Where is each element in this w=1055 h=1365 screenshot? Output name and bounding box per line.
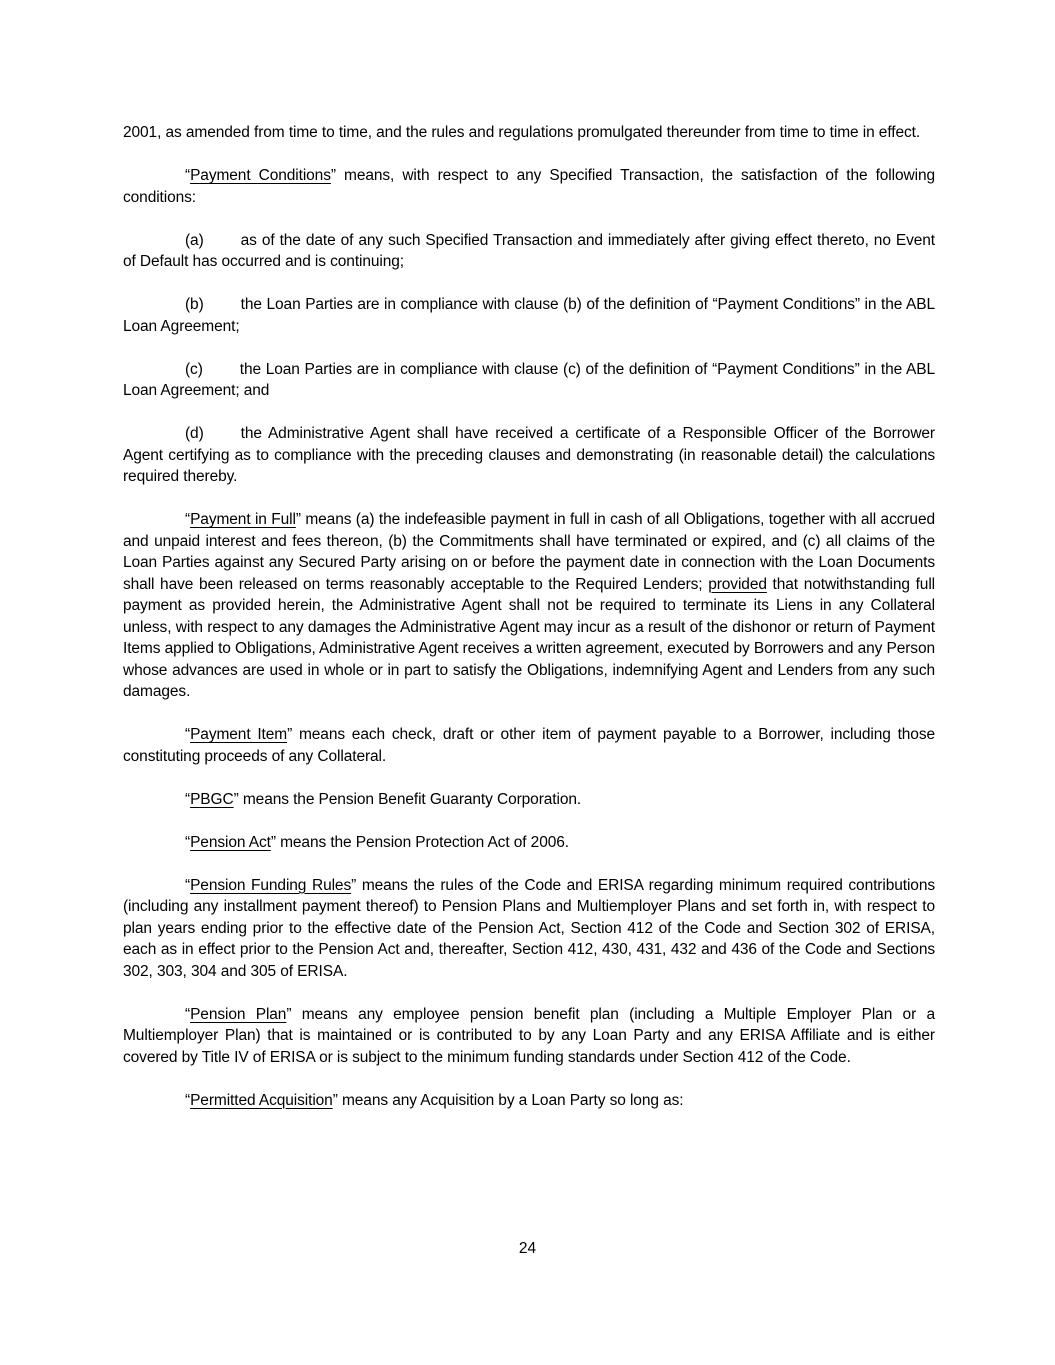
list-marker: (d) bbox=[185, 425, 204, 442]
text-run: that notwithstanding full payment as provided herein, the Administrative Agent shall not be required to terminate its Liens in any Collateral unless, with respect to any damages the Administrative Agent may incur as a result of the dishonor or return of Payment Items applied to Obligations, Administrative Agent receives a written agreement, executed by Borrowers and any Person whose advances are used in whole or in part to satisfy the Obligations, indemnifying Agent and Lenders from any such damages. bbox=[123, 575, 935, 700]
list-marker: (a) bbox=[185, 231, 204, 249]
paragraph bbox=[123, 875, 935, 983]
text-run: the Loan Parties are in compliance with clause (b) of the definition of “Payment Conditions” in the ABL Loan Agreement; bbox=[123, 296, 935, 335]
text-run: the Loan Parties are in compliance with clause (c) of the definition of “Payment Conditions” in the ABL Loan Agreement; and bbox=[123, 360, 935, 399]
paragraph bbox=[123, 165, 935, 208]
paragraph bbox=[123, 1090, 935, 1112]
paragraph bbox=[123, 122, 935, 144]
defined-term: Pension Act bbox=[190, 833, 271, 851]
defined-term: PBGC bbox=[190, 790, 234, 808]
text-run: “ bbox=[185, 511, 191, 528]
defined-term: Payment Item bbox=[190, 726, 288, 743]
list-marker: (c) bbox=[185, 360, 203, 378]
list-paragraph bbox=[123, 423, 935, 488]
list-paragraph bbox=[123, 359, 935, 402]
text-run: “ bbox=[185, 167, 191, 184]
list-paragraph bbox=[123, 230, 935, 273]
page-number: 24 bbox=[518, 1240, 537, 1257]
list-marker: (b) bbox=[185, 296, 204, 313]
text-run: as of the date of any such Specified Transaction and immediately after giving effect thereto, no Event of Default has occurred and is continuing; bbox=[123, 231, 935, 270]
paragraph bbox=[123, 724, 935, 767]
text-run: “ bbox=[185, 790, 191, 808]
defined-term: provided bbox=[708, 575, 767, 593]
paragraph bbox=[123, 1004, 935, 1069]
text-run: ” means, with respect to any Specified Transaction, the satisfaction of the following conditions: bbox=[123, 167, 935, 206]
text-run: ” means the Pension Benefit Guaranty Corporation. bbox=[233, 790, 582, 808]
paragraph bbox=[123, 789, 935, 811]
text-run: ” means any employee pension benefit plan (including a Multiple Employer Plan or a Multiemployer Plan) that is maintained or is contributed to by any Loan Party and any ERISA Affiliate and is either covered by Title IV of ERISA or is subject to the minimum funding standards under Section 412 of the Code. bbox=[123, 1005, 935, 1066]
text-run: “ bbox=[185, 1005, 191, 1023]
list-paragraph bbox=[123, 294, 935, 337]
text-run: ” means the Pension Protection Act of 2006. bbox=[270, 833, 569, 851]
defined-term: Pension Plan bbox=[190, 1005, 287, 1023]
paragraph bbox=[123, 832, 935, 854]
paragraph bbox=[123, 509, 935, 703]
text-run: “ bbox=[185, 1091, 191, 1109]
text-run: “ bbox=[185, 726, 191, 743]
text-run: ” means each check, draft or other item of payment payable to a Borrower, including those constituting proceeds of any Collateral. bbox=[123, 726, 935, 765]
page-footer bbox=[0, 1238, 1055, 1260]
document-body bbox=[123, 122, 935, 1133]
text-run: the Administrative Agent shall have received a certificate of a Responsible Officer of the Borrower Agent certifying as to compliance with the preceding clauses and demonstrating (in reasonable detail) the calculations required thereby. bbox=[123, 425, 935, 485]
text-run: ” means any Acquisition by a Loan Party so long as: bbox=[332, 1091, 684, 1109]
defined-term: Pension Funding Rules bbox=[190, 876, 352, 894]
text-run: ” means (a) the indefeasible payment in full in cash of all Obligations, together with all accrued and unpaid interest and fees thereon, (b) the Commitments shall have terminated or expired, and (c) all claims of the Loan Parties against any Secured Party arising on or before the payment date in connection with the Loan Documents shall have been released on terms reasonably acceptable to the Required Lenders; bbox=[123, 511, 935, 593]
text-run: ” means the rules of the Code and ERISA regarding minimum required contributions (including any installment payment thereof) to Pension Plans and Multiemployer Plans and set forth in, with respect to plan years ending prior to the effective date of the Pension Act, Section 412 of the Code and Section 302 of ERISA, each as in effect prior to the Pension Act and, thereafter, Section 412, 430, 431, 432 and 436 of the Code and Sections 302, 303, 304 and 305 of ERISA. bbox=[123, 876, 935, 980]
defined-term: Payment in Full bbox=[190, 511, 296, 528]
defined-term: Payment Conditions bbox=[190, 167, 331, 184]
text-run: “ bbox=[185, 876, 191, 894]
defined-term: Permitted Acquisition bbox=[190, 1091, 333, 1109]
text-run: 2001, as amended from time to time, and the rules and regulations promulgated thereunder from time to time in effect. bbox=[123, 124, 921, 141]
text-run: “ bbox=[185, 833, 191, 851]
